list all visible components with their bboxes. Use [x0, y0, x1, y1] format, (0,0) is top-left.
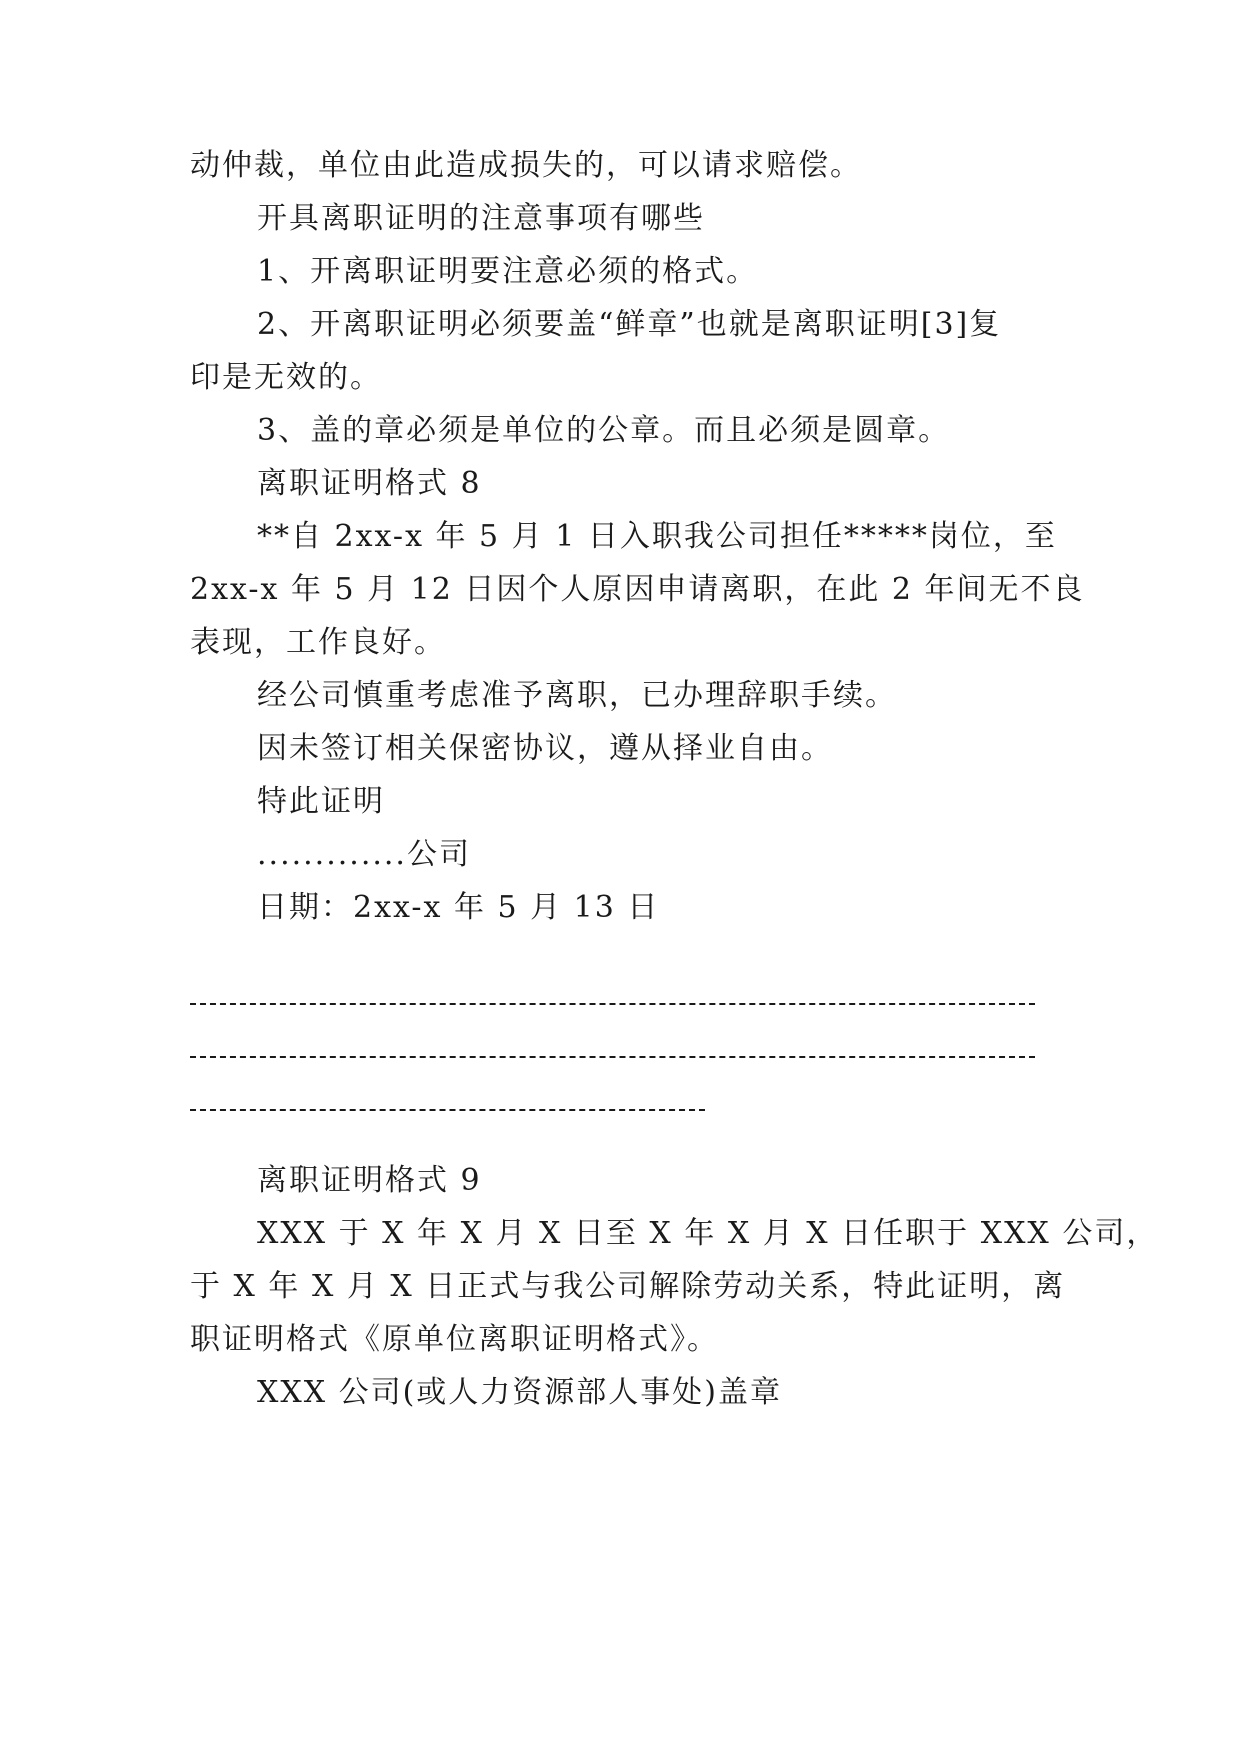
- date-line: 日期：2xx-x 年 5 月 13 日: [257, 890, 660, 925]
- stamp-line: XXX 公司(或人力资源部人事处)盖章: [257, 1375, 783, 1410]
- text-line-2: 开具离职证明的注意事项有哪些: [257, 201, 705, 236]
- text-line-1: 动仲裁，单位由此造成损失的，可以请求赔偿。: [190, 148, 862, 183]
- text-line-13: 特此证明: [257, 784, 385, 819]
- text-line-17: XXX 于 X 年 X 月 X 日至 X 年 X 月 X 日任职于 XXX 公司，: [257, 1216, 1159, 1251]
- text-line-11: 经公司慎重考虑准予离职，已办理辞职手续。: [257, 678, 897, 713]
- section-heading-8: 离职证明格式 8: [257, 466, 482, 501]
- text-line-3: 1、开离职证明要注意必须的格式。: [257, 254, 759, 289]
- company-line: .............公司: [257, 837, 471, 872]
- text-line-12: 因未签订相关保密协议，遵从择业自由。: [257, 731, 833, 766]
- text-line-4: 2、开离职证明必须要盖“鲜章”也就是离职证明[3]复: [257, 307, 1002, 342]
- dashed-rule-2: [190, 1056, 1035, 1058]
- section-heading-9: 离职证明格式 9: [257, 1163, 482, 1198]
- dashed-rule-3: [190, 1109, 705, 1111]
- text-line-8: **自 2xx-x 年 5 月 1 日入职我公司担任*****岗位，至: [257, 519, 1057, 554]
- text-line-9: 2xx-x 年 5 月 12 日因个人原因申请离职，在此 2 年间无不良: [190, 572, 1085, 607]
- text-line-19: 职证明格式《原单位离职证明格式》。: [190, 1322, 719, 1357]
- text-line-10: 表现，工作良好。: [190, 625, 446, 660]
- text-line-18: 于 X 年 X 月 X 日正式与我公司解除劳动关系，特此证明，离: [190, 1269, 1066, 1304]
- text-line-6: 3、盖的章必须是单位的公章。而且必须是圆章。: [257, 413, 951, 448]
- dashed-rule-1: [190, 1003, 1035, 1005]
- text-line-5: 印是无效的。: [190, 360, 382, 395]
